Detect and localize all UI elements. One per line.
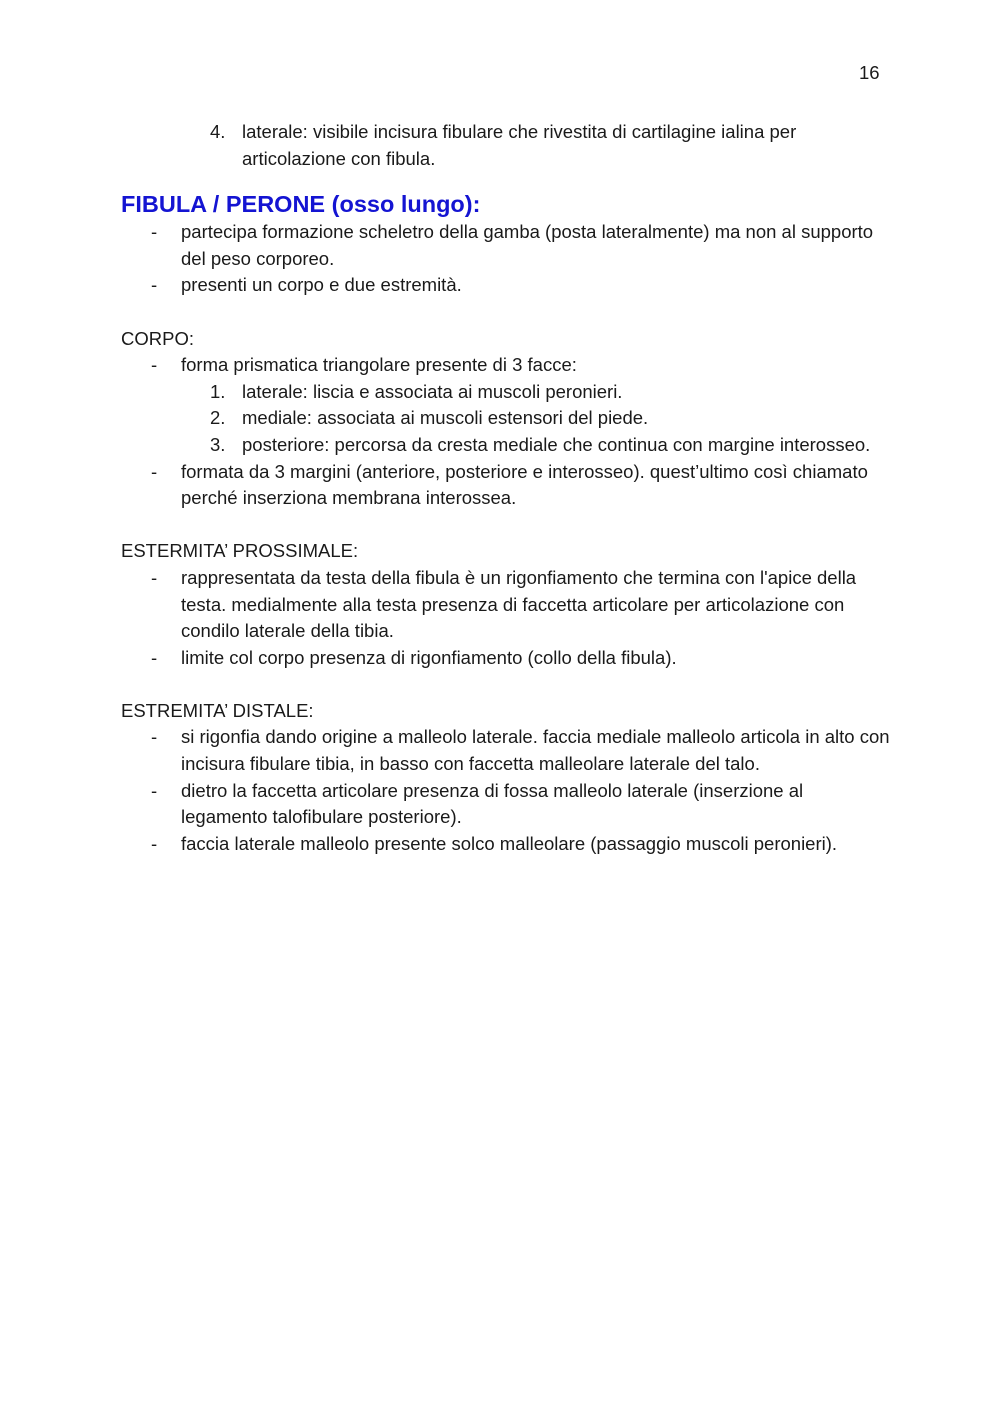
bullet-dash: -: [151, 726, 158, 748]
bullet-text: forma prismatica triangolare presente di 3 facce:: [181, 354, 577, 376]
bullet-item: [121, 645, 891, 672]
item-text: laterale: liscia e associata ai muscoli peronieri.: [242, 380, 623, 402]
bullet-item: [121, 219, 891, 272]
bullet-item: [121, 352, 891, 379]
bullet-text: dietro la faccetta articolare presenza di fossa malleolo laterale (inserzione al legamento talofibulare posteriore).: [181, 779, 804, 828]
item-text: posteriore: percorsa da cresta mediale che continua con margine interosseo.: [242, 433, 871, 455]
bullet-dash: -: [151, 779, 158, 801]
bullet-dash: -: [151, 646, 158, 668]
section-heading-fibula: FIBULA / PERONE (osso lungo):: [121, 191, 481, 218]
bullet-text: presenti un corpo e due estremità.: [181, 274, 462, 296]
document-body: [121, 119, 891, 857]
bullet-text: limite col corpo presenza di rigonfiamento (collo della fibula).: [181, 646, 677, 668]
section-title-distale: ESTREMITA’ DISTALE:: [121, 699, 314, 721]
bullet-dash: -: [151, 460, 158, 482]
bullet-item: [121, 272, 891, 299]
bullet-dash: -: [151, 354, 158, 376]
numbered-item: [121, 379, 891, 406]
numbered-item: [121, 405, 891, 432]
item-number: 2.: [210, 407, 226, 429]
page-number: 16: [859, 62, 880, 83]
bullet-item: [121, 565, 891, 645]
bullet-dash: -: [151, 566, 158, 588]
bullet-text: formata da 3 margini (anteriore, posteriore e interosseo). quest’ultimo così chiamato perché inserziona membrana interossea.: [181, 460, 868, 509]
item-number: 4.: [210, 121, 226, 142]
item-text: mediale: associata ai muscoli estensori del piede.: [242, 407, 649, 429]
bullet-text: rappresentata da testa della fibula è un rigonfiamento che termina con l'apice della testa. medialmente alla testa presenza di faccetta articolare per articolazione con condilo laterale della tibia.: [181, 566, 857, 642]
bullet-item: [121, 459, 891, 512]
item-number: 1.: [210, 380, 226, 402]
item-number: 3.: [210, 433, 226, 455]
bullet-text: si rigonfia dando origine a malleolo laterale. faccia mediale malleolo articola in alto con incisura fibulare tibia, in basso con faccetta malleolare laterale del talo.: [181, 726, 890, 775]
bullet-text: faccia laterale malleolo presente solco malleolare (passaggio muscoli peronieri).: [181, 832, 838, 854]
bullet-dash: -: [151, 274, 158, 296]
section-title-corpo: CORPO:: [121, 327, 194, 349]
bullet-dash: -: [151, 221, 158, 243]
bullet-item: [121, 724, 891, 777]
item-text: laterale: visibile incisura fibulare che rivestita di cartilagine ialina per articolazione con fibula.: [242, 121, 797, 169]
numbered-item: [121, 432, 891, 459]
section-title-prossimale: ESTERMITA’ PROSSIMALE:: [121, 540, 359, 562]
bullet-item: [121, 778, 891, 831]
bullet-dash: -: [151, 832, 158, 854]
numbered-item-lateral-face: [121, 119, 891, 172]
bullet-text: partecipa formazione scheletro della gamba (posta lateralmente) ma non al supporto del peso corporeo.: [181, 221, 874, 269]
bullet-item: [121, 831, 891, 858]
